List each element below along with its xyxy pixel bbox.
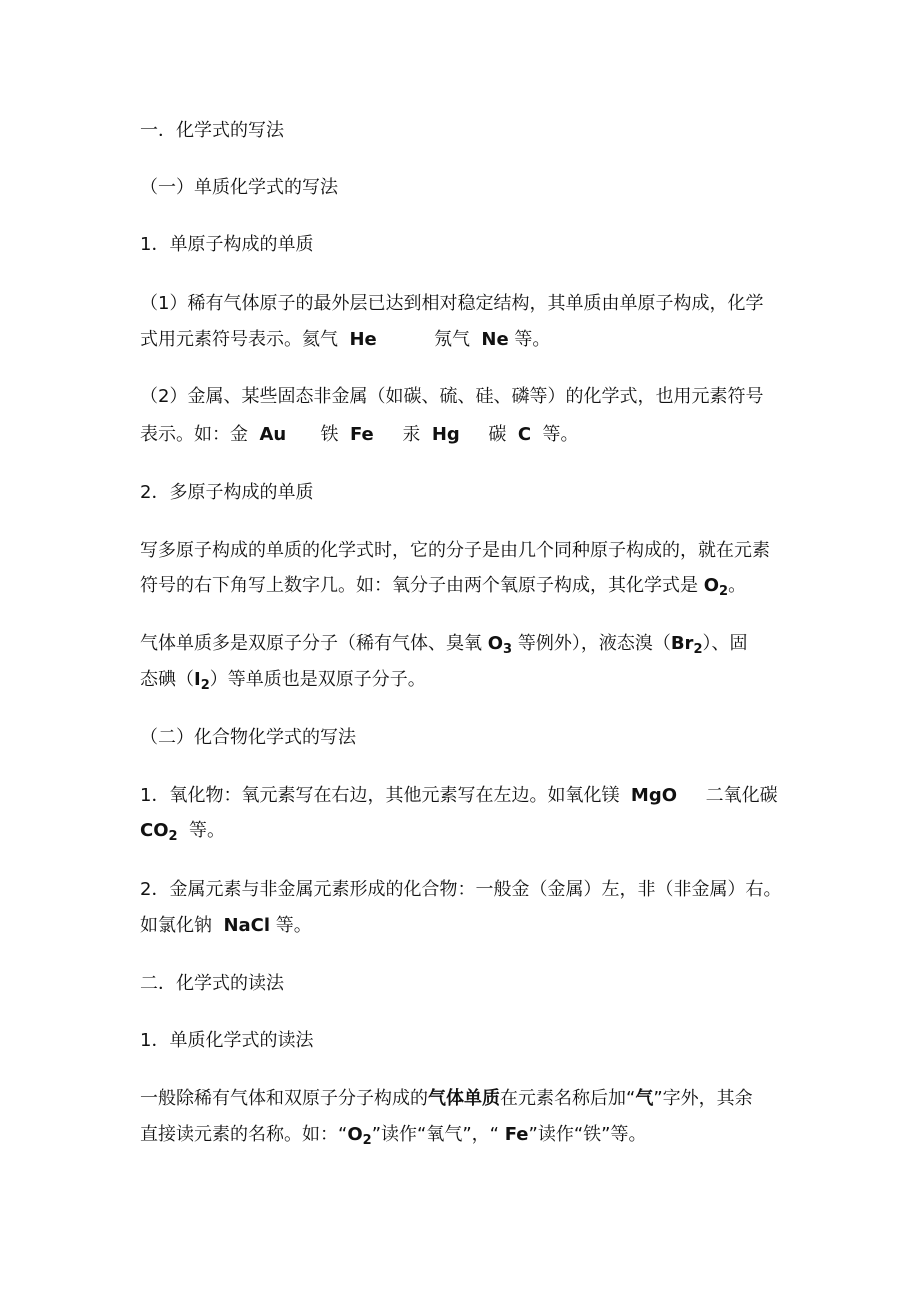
text-line bbox=[140, 482, 313, 504]
bold-text: O bbox=[487, 633, 504, 654]
text-run: 如氯化钠 bbox=[140, 915, 224, 936]
text-line bbox=[140, 575, 746, 603]
text-line bbox=[140, 973, 284, 995]
text-line bbox=[140, 669, 426, 697]
bold-text: O bbox=[347, 1124, 363, 1145]
bold-text: Hg bbox=[431, 424, 460, 445]
bold-text: Au bbox=[259, 424, 287, 445]
text-run: 等。 bbox=[177, 820, 226, 841]
text-run: ”字外，其余 bbox=[653, 1088, 753, 1109]
text-run: 表示。如：金 bbox=[140, 424, 260, 445]
bold-text: MgO bbox=[630, 785, 678, 806]
text-run: ）等单质也是双原子分子。 bbox=[209, 669, 426, 690]
text-run: 。 bbox=[728, 575, 747, 596]
text-line bbox=[140, 785, 778, 807]
text-line bbox=[140, 633, 747, 661]
bold-text: CO bbox=[140, 820, 169, 841]
subscript: 3 bbox=[503, 642, 513, 657]
text-run: 等。 bbox=[270, 915, 312, 936]
text-run: （1）稀有气体原子的最外层已达到相对稳定结构，其单质由单原子构成，化学 bbox=[140, 293, 764, 314]
text-run: 1．单质化学式的读法 bbox=[140, 1030, 314, 1051]
bold-text: C bbox=[517, 424, 532, 445]
text-run: 在元素名称后加“ bbox=[500, 1088, 636, 1109]
text-run: 式用元素符号表示。氦气 bbox=[140, 329, 350, 350]
text-line bbox=[140, 329, 550, 351]
text-run: 气体单质多是双原子分子（稀有气体、臭氧 bbox=[140, 633, 488, 654]
text-run: 二．化学式的读法 bbox=[140, 973, 284, 994]
text-run: （2）金属、某些固态非金属（如碳、硫、硅、磷等）的化学式，也用元素符号 bbox=[140, 386, 764, 407]
subscript: 2 bbox=[168, 829, 178, 844]
text-line bbox=[140, 1088, 753, 1110]
text-run: 写多原子构成的单质的化学式时，它的分子是由几个同种原子构成的，就在元素 bbox=[140, 540, 770, 561]
bold-text: Fe bbox=[349, 424, 374, 445]
text-run: 1．氧化物：氧元素写在右边，其他元素写在左边。如氧化镁 bbox=[140, 785, 631, 806]
bold-text: He bbox=[349, 329, 377, 350]
text-line bbox=[140, 177, 338, 199]
text-run: 一．化学式的写法 bbox=[140, 120, 284, 141]
text-run: 铁 bbox=[286, 424, 350, 445]
text-line bbox=[140, 386, 763, 408]
text-run: ”读作“铁”等。 bbox=[528, 1124, 647, 1145]
text-run: 碳 bbox=[459, 424, 518, 445]
subscript: 2 bbox=[362, 1133, 372, 1148]
text-line bbox=[140, 1030, 313, 1052]
text-run: （二）化合物化学式的写法 bbox=[140, 727, 356, 748]
text-line bbox=[140, 727, 356, 749]
text-line bbox=[140, 293, 763, 315]
text-run: 等例外），液态溴（ bbox=[512, 633, 671, 654]
text-run: 二氧化碳 bbox=[677, 785, 778, 806]
text-line bbox=[140, 1124, 646, 1152]
text-run: 一般除稀有气体和双原子分子构成的 bbox=[140, 1088, 428, 1109]
subscript: 2 bbox=[719, 584, 729, 599]
subscript: 2 bbox=[693, 642, 703, 657]
subscript: 2 bbox=[200, 678, 210, 693]
text-line bbox=[140, 820, 225, 848]
text-run: 氖气 bbox=[376, 329, 482, 350]
text-run: 2．多原子构成的单质 bbox=[140, 482, 314, 503]
bold-text: O bbox=[703, 575, 720, 596]
text-run: 等。 bbox=[508, 329, 551, 350]
text-run: 符号的右下角写上数字几。如：氧分子由两个氧原子构成，其化学式是 bbox=[140, 575, 704, 596]
bold-text: NaCl bbox=[223, 915, 271, 936]
text-run: 态碘（ bbox=[140, 669, 194, 690]
text-line bbox=[140, 234, 313, 256]
bold-text: I bbox=[194, 669, 201, 690]
text-run: ）、固 bbox=[702, 633, 748, 654]
text-run: ”读作“氧气”，“ bbox=[371, 1124, 505, 1145]
bold-text: 气 bbox=[635, 1088, 654, 1109]
bold-text: 气体单质 bbox=[428, 1088, 500, 1109]
text-run: （一）单质化学式的写法 bbox=[140, 177, 338, 198]
text-run: 等。 bbox=[531, 424, 579, 445]
bold-text: Br bbox=[670, 633, 694, 654]
text-run: 2．金属元素与非金属元素形成的化合物：一般金（金属）左，非（非金属）右。 bbox=[140, 879, 782, 900]
text-line bbox=[140, 540, 770, 562]
bold-text: Ne bbox=[481, 329, 509, 350]
text-run: 汞 bbox=[373, 424, 432, 445]
text-line bbox=[140, 879, 781, 901]
text-run: 1．单原子构成的单质 bbox=[140, 234, 314, 255]
bold-text: Fe bbox=[504, 1124, 529, 1145]
text-run: 直接读元素的名称。如：“ bbox=[140, 1124, 348, 1145]
text-line bbox=[140, 915, 312, 937]
text-line bbox=[140, 424, 579, 446]
text-line bbox=[140, 120, 284, 142]
